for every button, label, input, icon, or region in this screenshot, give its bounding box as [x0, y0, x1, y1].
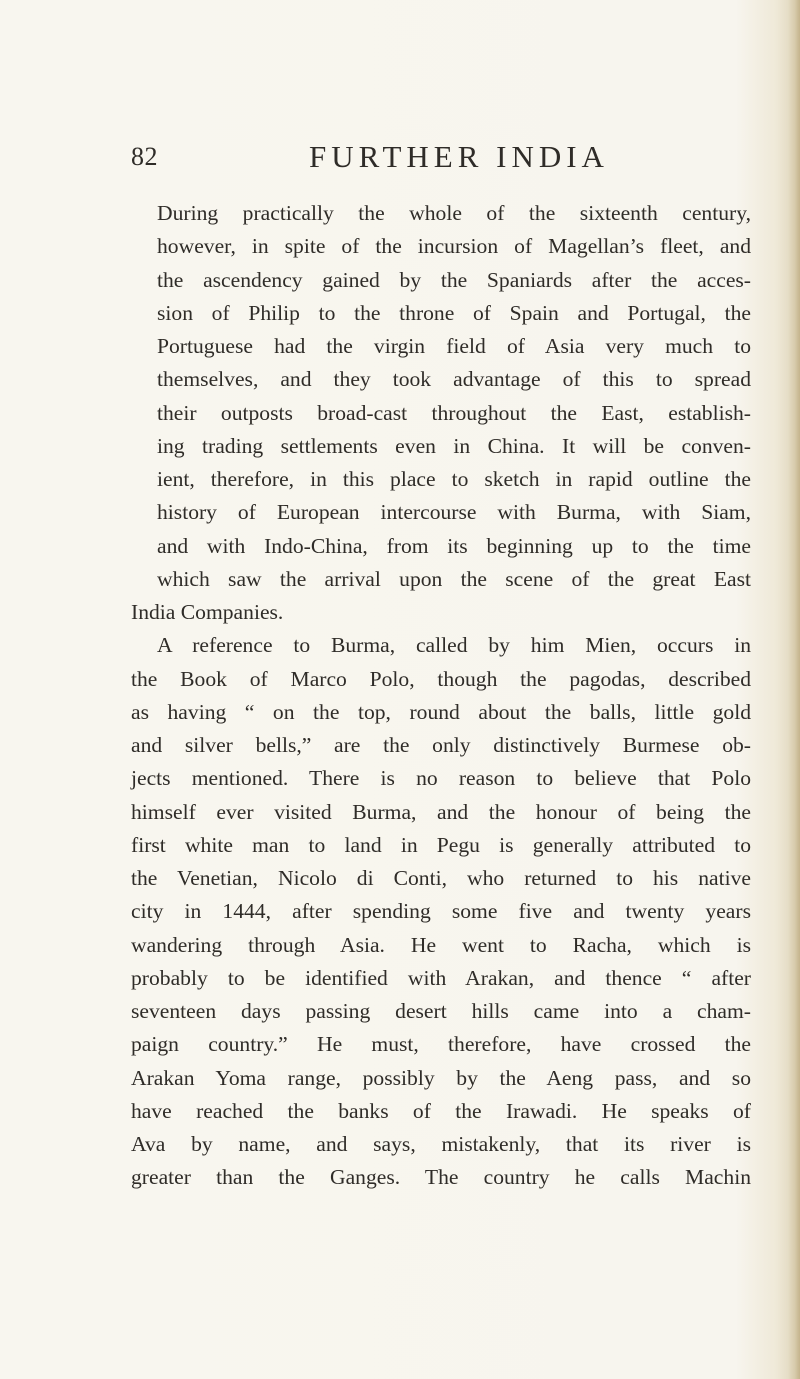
text-line: which saw the arrival upon the scene of the great East	[157, 566, 751, 591]
text-line: greater than the Ganges. The country he calls Machin	[131, 1165, 751, 1190]
text-line: however, in spite of the incursion of Magellan’s fleet, and	[157, 234, 751, 259]
text-line: paign country.” He must, therefore, have crossed the	[131, 1032, 751, 1057]
text-line: wandering through Asia. He went to Racha, which is	[131, 932, 751, 957]
text-line: the ascendency gained by the Spaniards after the acces-	[157, 267, 751, 292]
text-line: himself ever visited Burma, and the honour of being the	[131, 799, 751, 824]
text-line: city in 1444, after spending some five and twenty years	[131, 899, 751, 924]
text-line: A reference to Burma, called by him Mien, occurs in	[157, 633, 751, 658]
text-line: During practically the whole of the sixteenth century,	[157, 201, 751, 225]
text-line: themselves, and they took advantage of this to spread	[157, 367, 751, 392]
paragraph-2	[131, 629, 751, 1194]
body-text	[131, 197, 751, 1195]
page-header	[131, 141, 751, 181]
text-line: probably to be identified with Arakan, and thence “ after	[131, 965, 751, 990]
text-line: have reached the banks of the Irawadi. He speaks of	[131, 1098, 751, 1123]
paragraph-1	[131, 197, 751, 629]
page-edge	[788, 0, 800, 1379]
text-line: the Venetian, Nicolo di Conti, who returned to his native	[131, 866, 751, 890]
page-number: 82	[131, 142, 158, 171]
text-line: Arakan Yoma range, possibly by the Aeng pass, and so	[131, 1065, 751, 1090]
text-line: Ava by name, and says, mistakenly, that its river is	[131, 1132, 751, 1156]
running-head: FURTHER INDIA	[309, 139, 609, 174]
text-line: and silver bells,” are the only distinctively Burmese ob-	[131, 733, 751, 757]
text-line: sion of Philip to the throne of Spain and Portugal, the	[157, 300, 751, 325]
text-line: their outposts broad-cast throughout the East, establish-	[157, 400, 751, 425]
text-line: as having “ on the top, round about the balls, little gold	[131, 699, 751, 724]
text-line: first white man to land in Pegu is generally attributed to	[131, 832, 751, 857]
text-line: seventeen days passing desert hills came into a cham-	[131, 999, 751, 1023]
text-line: ient, therefore, in this place to sketch in rapid outline the	[157, 467, 751, 491]
text-line: India Companies.	[131, 600, 284, 624]
text-line: and with Indo-China, from its beginning up to the time	[157, 533, 751, 558]
text-line: ing trading settlements even in China. It will be conven-	[157, 433, 751, 458]
text-line: history of European intercourse with Burma, with Siam,	[157, 500, 751, 525]
text-line: jects mentioned. There is no reason to believe that Polo	[131, 766, 751, 791]
text-line: Portuguese had the virgin field of Asia very much to	[157, 334, 751, 358]
text-line: the Book of Marco Polo, though the pagodas, described	[131, 666, 751, 691]
